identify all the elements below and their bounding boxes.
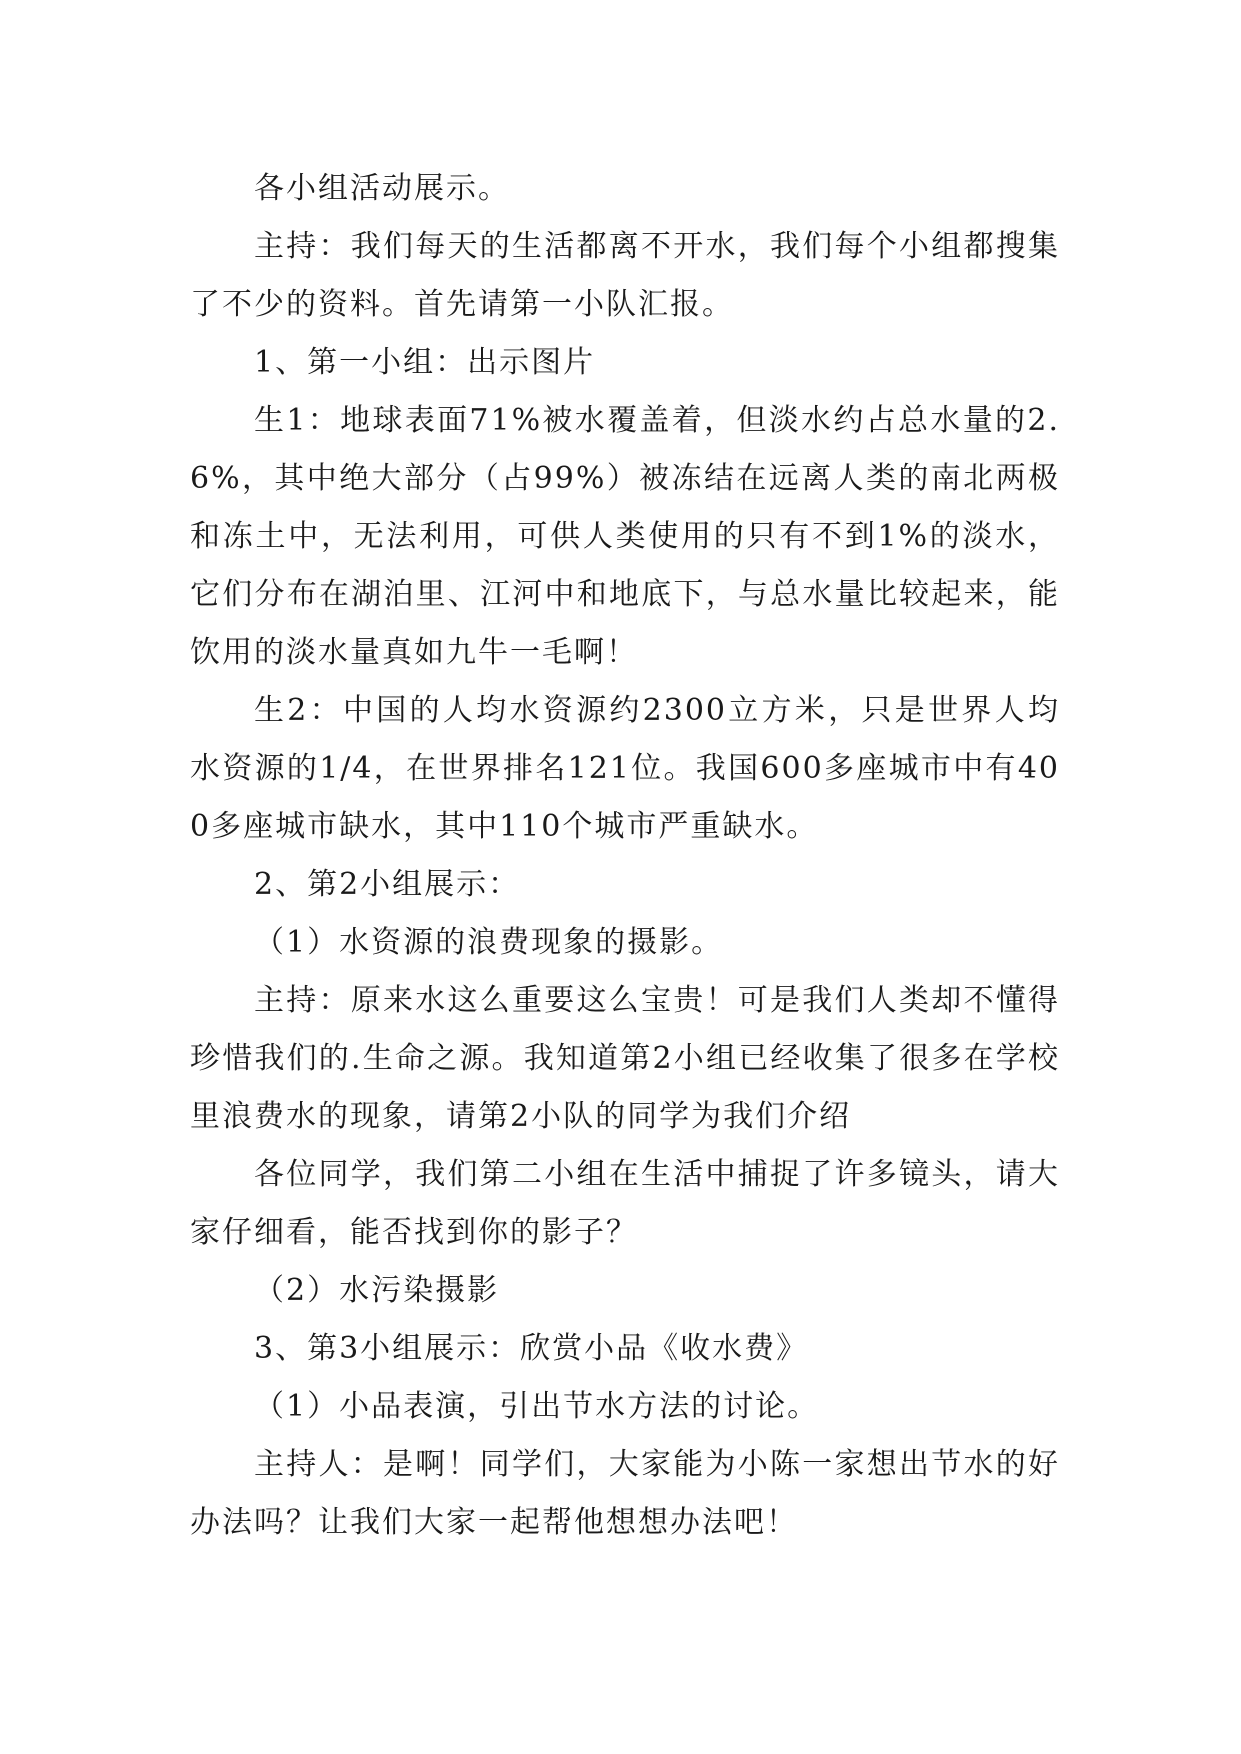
paragraph-group1-heading: 1、第一小组：出示图片 bbox=[254, 345, 596, 380]
paragraph-student2: 生2：中国的人均水资源约2300立方米，只是世界人均水资源的1/4，在世界排名121位。我国600多座城市中有400多座城市缺水，其中110个城市严重缺水。 bbox=[190, 693, 1060, 844]
paragraph-group2-heading: 2、第2小组展示： bbox=[254, 867, 521, 902]
paragraph-host-waste: 主持：原来水这么重要这么宝贵！可是我们人类却不懂得珍惜我们的.生命之源。我知道第2小组已经收集了很多在学校里浪费水的现象，请第2小队的同学为我们介绍 bbox=[190, 983, 1060, 1134]
paragraph-intro: 各小组活动展示。 bbox=[254, 171, 510, 206]
paragraph-group3-heading: 3、第3小组展示：欣赏小品《收水费》 bbox=[254, 1331, 809, 1366]
paragraph-group2-item2: （2）水污染摄影 bbox=[254, 1273, 500, 1308]
paragraph-group3-item1: （1）小品表演，引出节水方法的讨论。 bbox=[254, 1389, 820, 1424]
paragraph-group2-item1: （1）水资源的浪费现象的摄影。 bbox=[254, 925, 724, 960]
paragraph-host-closing: 主持人：是啊！同学们，大家能为小陈一家想出节水的好办法吗？让我们大家一起帮他想想办法吧！ bbox=[190, 1447, 1060, 1540]
paragraph-student1: 生1：地球表面71%被水覆盖着，但淡水约占总水量的2.6%，其中绝大部分（占99%）被冻结在远离人类的南北两极和冻土中，无法利用，可供人类使用的只有不到1%的淡水，它们分布在湖泊里、江河中和地底下，与总水量比较起来，能饮用的淡水量真如九牛一毛啊！ bbox=[190, 403, 1060, 670]
paragraph-group2-speech: 各位同学，我们第二小组在生活中捕捉了许多镜头，请大家仔细看，能否找到你的影子？ bbox=[190, 1157, 1060, 1250]
paragraph-host-opening: 主持：我们每天的生活都离不开水，我们每个小组都搜集了不少的资料。首先请第一小队汇报。 bbox=[190, 229, 1060, 322]
